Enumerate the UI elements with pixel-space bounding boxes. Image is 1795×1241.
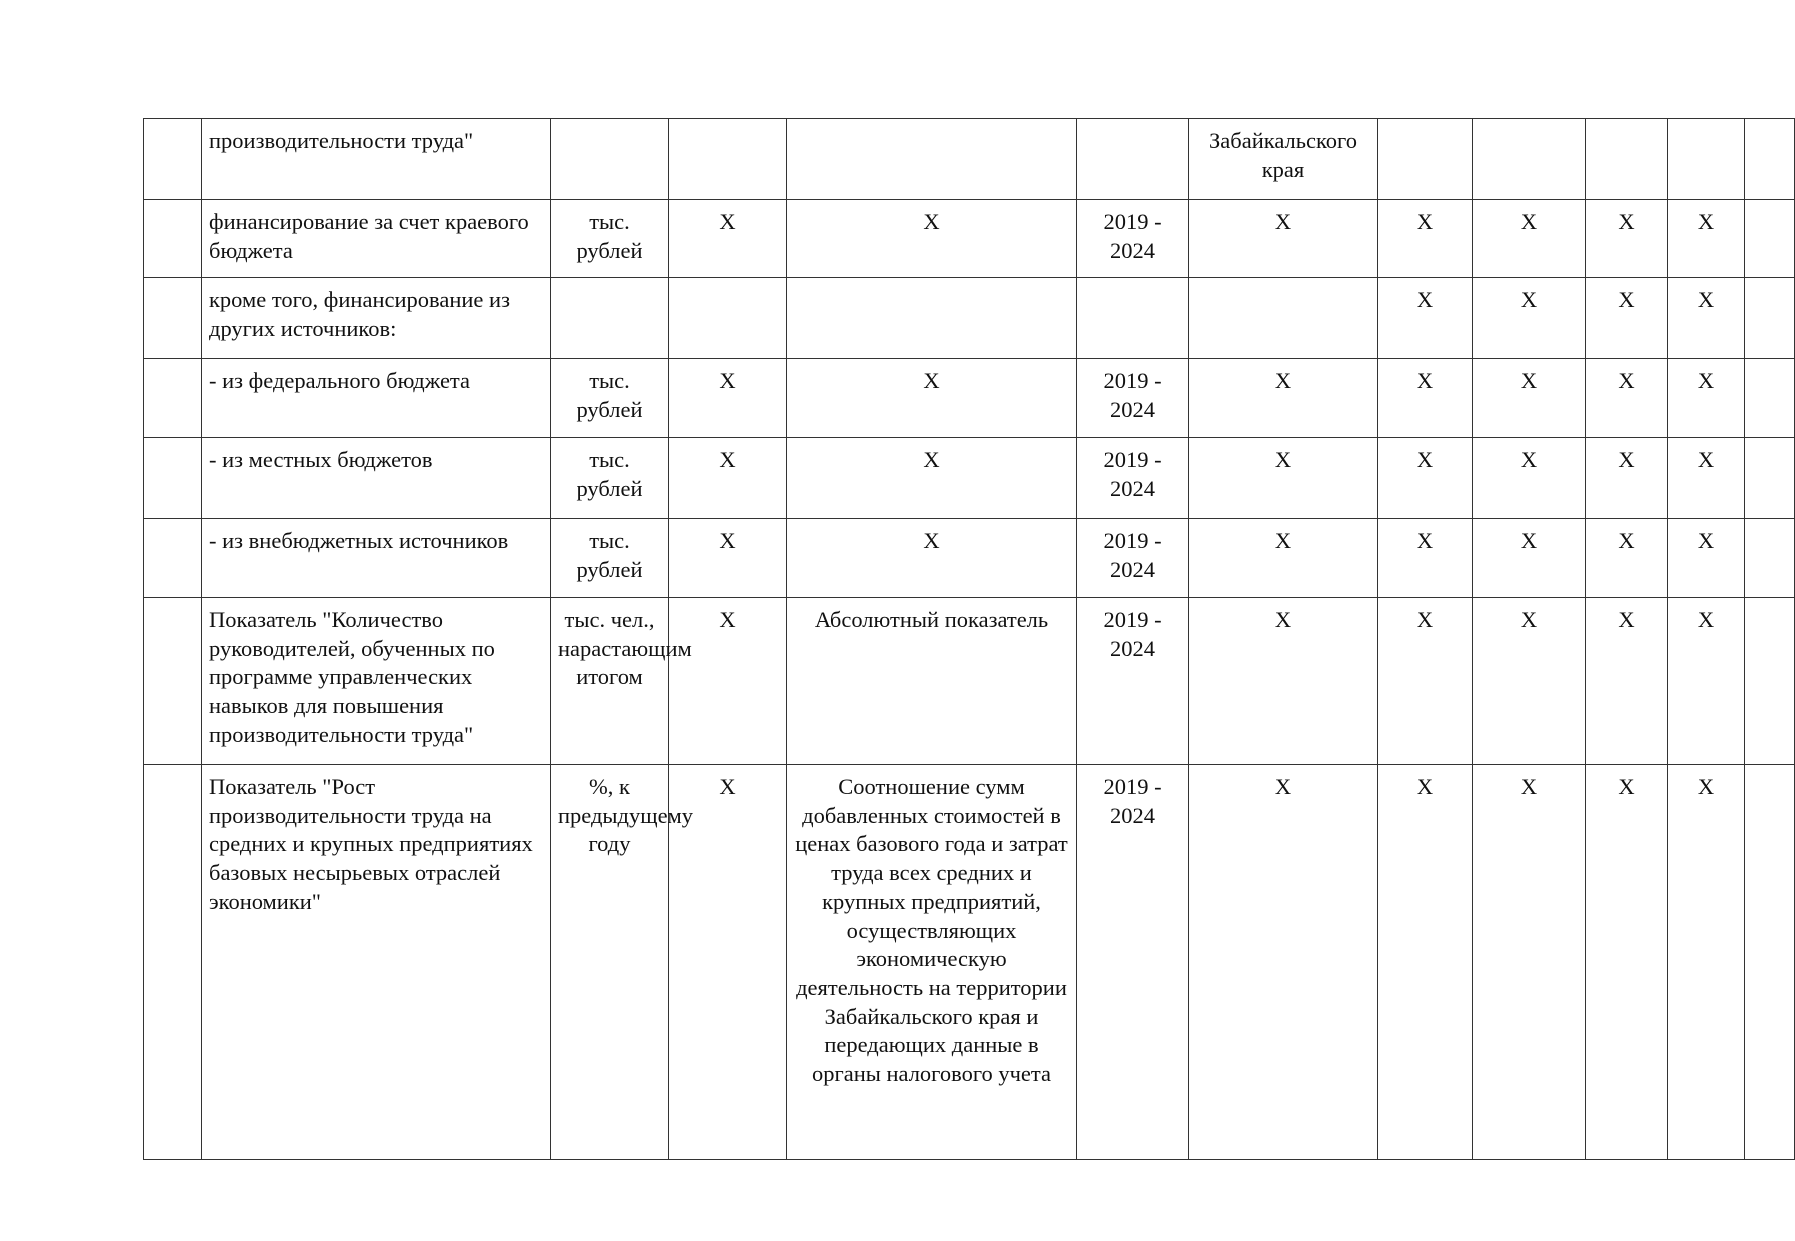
table-cell xyxy=(1189,278,1378,359)
table-cell: X xyxy=(1586,200,1668,278)
document-table xyxy=(143,118,1795,1160)
table-cell: X xyxy=(1378,278,1473,359)
table-cell: финансирование за счет краевого бюджета xyxy=(202,200,551,278)
table-row xyxy=(144,359,1795,438)
table-cell xyxy=(1745,119,1795,200)
table-cell xyxy=(1586,119,1668,200)
table-cell: X xyxy=(1378,519,1473,598)
table-row xyxy=(144,438,1795,519)
table-cell: X xyxy=(787,519,1077,598)
table-cell: X xyxy=(1189,765,1378,1160)
table-cell: X xyxy=(1473,278,1586,359)
table-cell: - из федерального бюджета xyxy=(202,359,551,438)
table-cell xyxy=(144,438,202,519)
table-row xyxy=(144,200,1795,278)
table-cell: X xyxy=(669,438,787,519)
table-cell xyxy=(1745,598,1795,765)
table-cell: X xyxy=(1668,200,1745,278)
table-cell xyxy=(144,359,202,438)
table-cell: Показатель "Рост производительности труда на средних и крупных предприятиях базовых несырьевых отраслей экономики" xyxy=(202,765,551,1160)
table-cell: - из внебюджетных источников xyxy=(202,519,551,598)
table-cell: X xyxy=(1668,519,1745,598)
table-cell: X xyxy=(1189,359,1378,438)
table-cell: X xyxy=(1473,200,1586,278)
table-cell xyxy=(1745,519,1795,598)
table-cell: тыс. рублей xyxy=(551,200,669,278)
table-cell xyxy=(787,119,1077,200)
table-cell: 2019 - 2024 xyxy=(1077,598,1189,765)
table-cell: 2019 - 2024 xyxy=(1077,359,1189,438)
table-cell: X xyxy=(1378,765,1473,1160)
table-cell: X xyxy=(1189,519,1378,598)
table-cell xyxy=(1668,119,1745,200)
table-cell: X xyxy=(1668,278,1745,359)
table-cell: X xyxy=(1189,200,1378,278)
table-cell: X xyxy=(1473,598,1586,765)
table-cell: Соотношение сумм добавленных стоимостей в ценах базового года и затрат труда всех средних и крупных предприятий, осуществляющих экономическую деятельность на территории Забайкальского края и передающих данные в органы налогового учета xyxy=(787,765,1077,1160)
table-cell: X xyxy=(787,200,1077,278)
table-cell: X xyxy=(1586,438,1668,519)
table-cell: X xyxy=(1189,438,1378,519)
table-cell: Абсолютный показатель xyxy=(787,598,1077,765)
table-cell xyxy=(144,598,202,765)
table-cell: X xyxy=(1668,598,1745,765)
table-row xyxy=(144,765,1795,1160)
table-cell: тыс. чел., нарастающим итогом xyxy=(551,598,669,765)
table-row xyxy=(144,119,1795,200)
table-cell: X xyxy=(669,598,787,765)
table-cell: X xyxy=(1189,598,1378,765)
table-cell xyxy=(144,119,202,200)
table-cell: Показатель "Количество руководителей, обученных по программе управленческих навыков для повышения производительности труда" xyxy=(202,598,551,765)
table-cell xyxy=(1378,119,1473,200)
table-cell: кроме того, финансирование из других источников: xyxy=(202,278,551,359)
table-cell: X xyxy=(787,359,1077,438)
table-cell: X xyxy=(1378,200,1473,278)
table-cell: X xyxy=(669,359,787,438)
table-cell xyxy=(144,519,202,598)
table-cell: X xyxy=(1378,359,1473,438)
table-cell xyxy=(1745,438,1795,519)
table-cell xyxy=(669,119,787,200)
table-cell: производительности труда" xyxy=(202,119,551,200)
table-cell: X xyxy=(1586,519,1668,598)
table-cell: X xyxy=(1378,598,1473,765)
table-row xyxy=(144,278,1795,359)
table-cell: 2019 - 2024 xyxy=(1077,200,1189,278)
table-cell: - из местных бюджетов xyxy=(202,438,551,519)
table-cell: X xyxy=(1378,438,1473,519)
table-cell xyxy=(1745,359,1795,438)
table-cell: X xyxy=(1586,598,1668,765)
table-cell xyxy=(144,200,202,278)
table-cell xyxy=(787,278,1077,359)
table-cell: X xyxy=(1668,765,1745,1160)
table-cell: тыс. рублей xyxy=(551,519,669,598)
table-cell: X xyxy=(1473,765,1586,1160)
table-cell: 2019 - 2024 xyxy=(1077,519,1189,598)
table-cell: тыс. рублей xyxy=(551,359,669,438)
table-cell: X xyxy=(1668,438,1745,519)
table-cell: X xyxy=(1586,278,1668,359)
table-cell xyxy=(144,278,202,359)
table-cell: X xyxy=(1473,519,1586,598)
table-cell: X xyxy=(1586,765,1668,1160)
table-cell: %, к предыдущему году xyxy=(551,765,669,1160)
table-cell xyxy=(551,119,669,200)
table-cell: X xyxy=(669,765,787,1160)
table-row xyxy=(144,598,1795,765)
table-cell: X xyxy=(1668,359,1745,438)
table-cell xyxy=(1473,119,1586,200)
table-cell: X xyxy=(1473,438,1586,519)
table-cell: X xyxy=(669,519,787,598)
table-cell xyxy=(1745,765,1795,1160)
table-cell: X xyxy=(669,200,787,278)
table-cell xyxy=(551,278,669,359)
table-cell: X xyxy=(787,438,1077,519)
table-cell: Забайкальского края xyxy=(1189,119,1378,200)
table-cell: X xyxy=(1586,359,1668,438)
table-cell: X xyxy=(1473,359,1586,438)
table-cell: тыс. рублей xyxy=(551,438,669,519)
table-cell xyxy=(1077,278,1189,359)
table-row xyxy=(144,519,1795,598)
table-cell xyxy=(1745,278,1795,359)
table-cell: 2019 - 2024 xyxy=(1077,765,1189,1160)
table-cell: 2019 - 2024 xyxy=(1077,438,1189,519)
table-cell xyxy=(669,278,787,359)
table-cell xyxy=(1745,200,1795,278)
table-cell xyxy=(144,765,202,1160)
table-cell xyxy=(1077,119,1189,200)
